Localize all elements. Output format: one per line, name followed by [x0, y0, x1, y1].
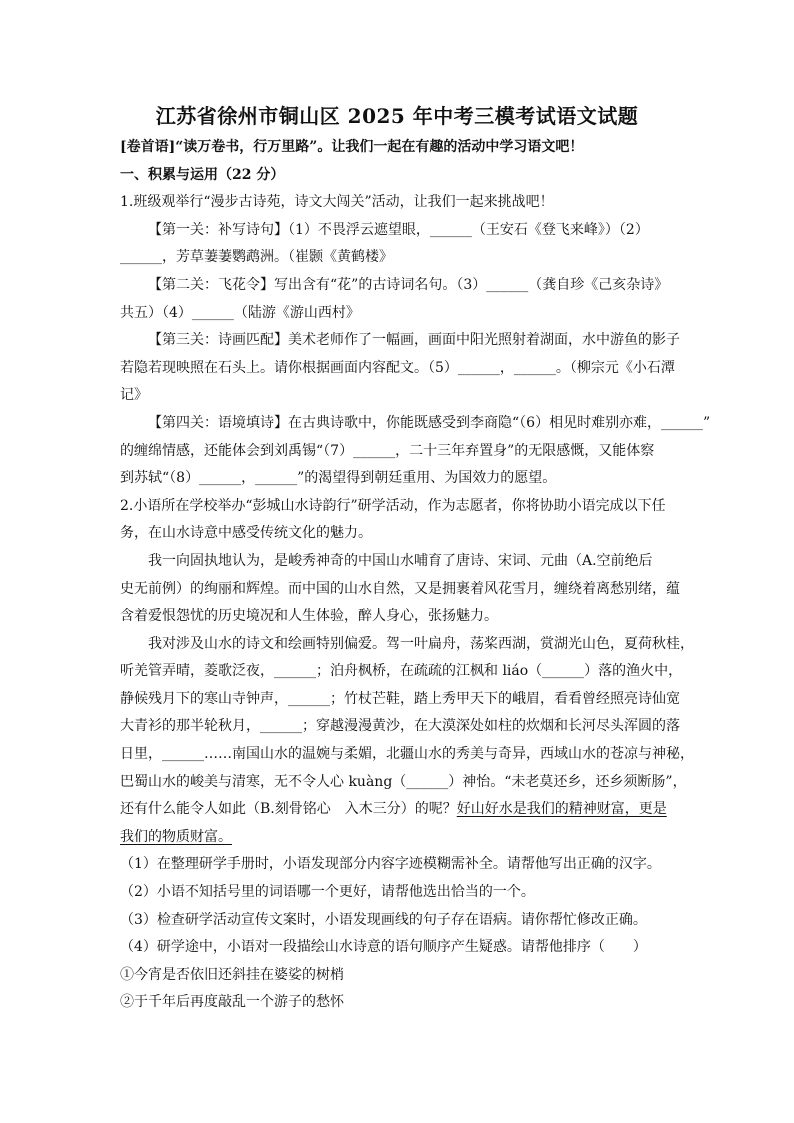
- passage-line: 我对涉及山水的诗文和绘画特别偏爱。驾一叶扁舟，荡桨西湖，赏湖光山色，夏荷秋桂，: [148, 635, 694, 652]
- question-1-line: ______，芳草萋萋鹦鹉洲。（崔颢《黄鹤楼》: [120, 249, 393, 266]
- question-1-line: 到苏轼“（8）______，______”的渴望得到朝廷重用、为国效力的愿望。: [120, 470, 557, 487]
- question-1-line: 共五）（4）______（陆游《游山西村》: [120, 304, 360, 321]
- sub-question: （2）小语不知括号里的词语哪一个更好，请帮他选出恰当的一个。: [120, 884, 535, 901]
- passage-line: 含着爱恨怨忧的历史境况和人生体验，醉人身心，张扬魅力。: [120, 608, 498, 625]
- passage-line: 我一向固执地认为，是峻秀神奇的中国山水哺育了唐诗、宋词、元曲（A.空前绝后: [148, 552, 653, 569]
- sub-question: （3）检查研学活动宣传文案时，小语发现画线的句子存在语病。请你帮忙修改正确。: [120, 911, 647, 928]
- ordering-item: ①今宵是否依旧还斜挂在婆娑的树梢: [120, 966, 344, 983]
- question-1-line: 【第三关：诗画匹配】美术老师作了一幅画，画面中阳光照射着湖面，水中游鱼的影子: [148, 332, 680, 349]
- ordering-item: ②于千年后再度敲乱一个游子的愁怀: [120, 994, 344, 1011]
- passage-line: 日里，______……南国山水的温婉与柔媚，北疆山水的秀美与奇异，西域山水的苍凉与神秘，: [120, 746, 694, 763]
- question-1-line: 【第四关：语境填诗】在古典诗歌中，你能既感受到李商隐“（6）相见时难别亦难，______”: [148, 414, 711, 431]
- question-1-line: 【第二关：飞花令】写出含有“花”的古诗词名句。（3）______（龚自珍《己亥杂诗》: [148, 276, 669, 293]
- question-1-line: 记》: [120, 387, 148, 404]
- passage-line: [120, 796, 676, 824]
- question-1-line: 若隐若现映照在石头上。请你根据画面内容配文。（5）______，______。（柳宗元《小石潭: [120, 359, 675, 376]
- passage-line: 静候残月下的寒山寺钟声，______；竹杖芒鞋，踏上秀甲天下的峨眉，看看曾经照亮诗仙宽: [120, 690, 680, 707]
- passage-line: 大青衫的那半轮秋月，______；穿越漫漫黄沙，在大漠深处如柱的炊烟和长河尽头浑圆的落: [120, 718, 680, 735]
- sub-question: （4）研学途中，小语对一段描绘山水诗意的语句顺序产生疑惑。请帮他排序（ ）: [120, 939, 647, 956]
- passage-line: 史无前例）的绚丽和辉煌。而中国的山水自然，又是拥裹着风花雪月，缠绕着离愁别绪，蕴: [120, 580, 680, 597]
- section-heading: 一、积累与运用（22 分）: [120, 166, 285, 183]
- question-2-line: 务，在山水诗意中感受传统文化的魅力。: [120, 525, 372, 542]
- underlined-sentence: 我们的物质财富。: [120, 828, 232, 845]
- exam-body: [120, 134, 711, 1017]
- page-title: 江苏省徐州市铜山区 2025 年中考三模考试语文试题: [155, 104, 639, 128]
- question-1-line: 的缠绵情感，还能体会到刘禹锡“（7）______，二十三年弃置身”的无限感慨，又能体察: [120, 442, 655, 459]
- sub-question: （1）在整理研学手册时，小语发现部分内容字迹模糊需补全。请帮他写出正确的汉字。: [120, 856, 661, 873]
- passage-line: [120, 824, 676, 852]
- question-1-line: 【第一关：补写诗句】（1）不畏浮云遮望眼，______（王安石《登飞来峰》）（2）: [148, 221, 649, 238]
- passage-line: 听羌管弄晴，菱歌泛夜，______；泊舟枫桥，在疏疏的江枫和 liáo（______）落的渔火中，: [120, 663, 683, 680]
- underlined-sentence: 好山好水是我们的精神财富，更是: [456, 801, 667, 818]
- passage-line: 巴蜀山水的峻美与清寒，无不令人心 kuàng（______）神怡。“未老莫还乡，还乡须断肠”，: [120, 773, 687, 790]
- question-1-intro: 1.班级观举行“漫步古诗苑，诗文大闯关”活动，让我们一起来挑战吧！: [120, 194, 554, 211]
- passage-text: 还有什么能令人如此（B.刻骨铭心 入木三分）的呢？: [120, 801, 457, 818]
- question-2-line: 2.小语所在学校举办“彭城山水诗韵行”研学活动，作为志愿者，你将协助小语完成以下任: [120, 497, 666, 514]
- preface: [卷首语]“读万卷书，行万里路”。让我们一起在有趣的活动中学习语文吧！: [120, 139, 584, 155]
